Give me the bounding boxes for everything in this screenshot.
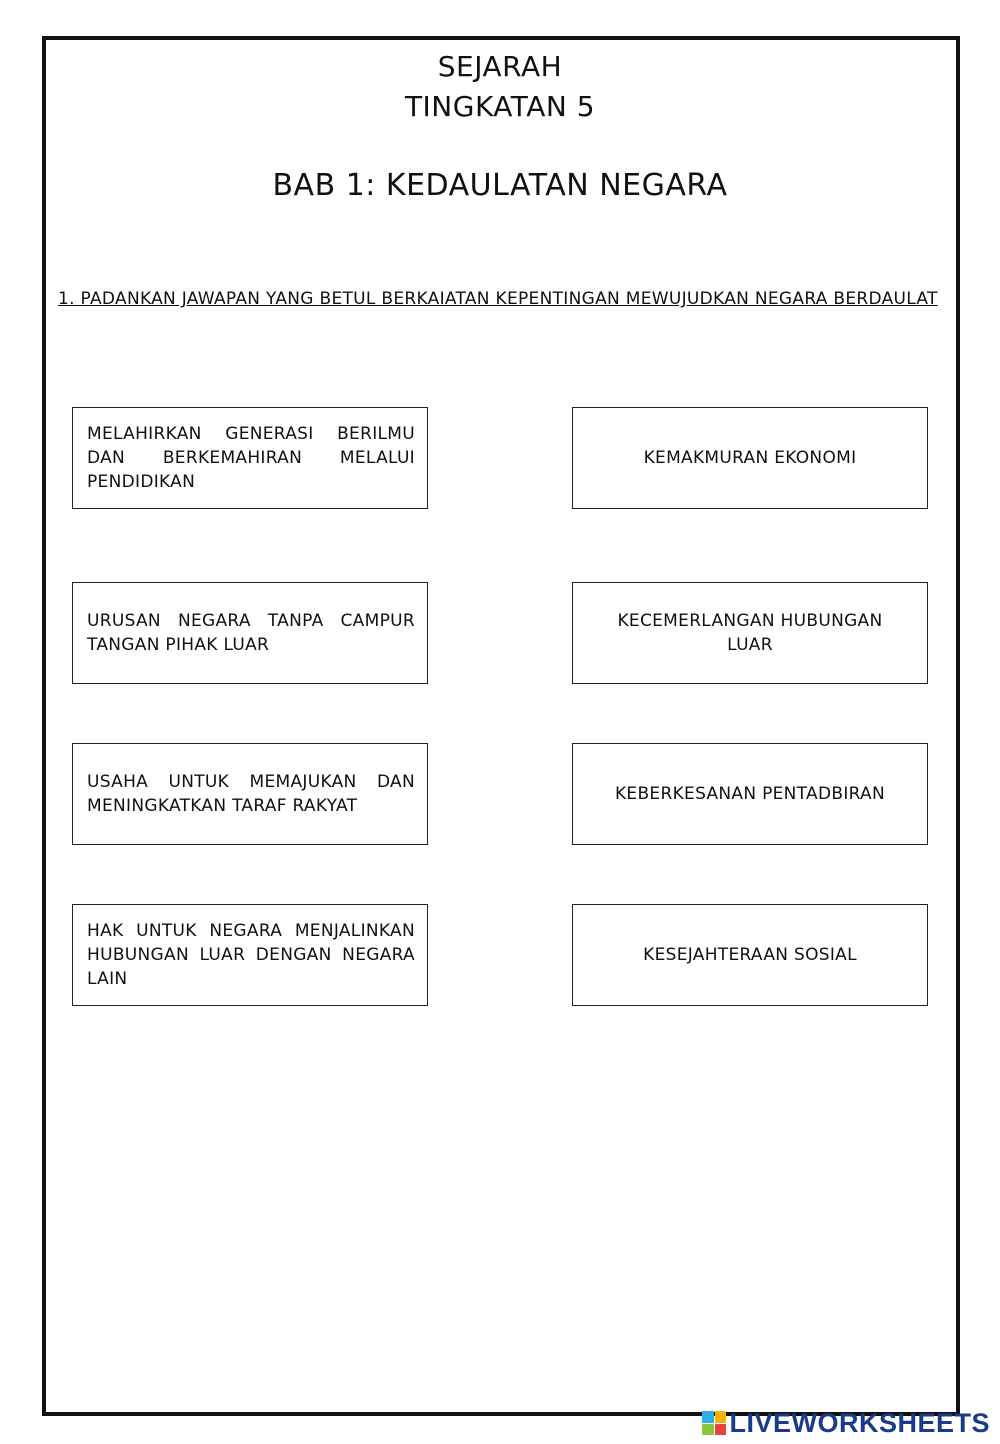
match-item-right-2-text: KECEMERLANGAN HUBUNGAN LUAR bbox=[617, 611, 883, 655]
match-item-right-3-text: KEBERKESANAN PENTADBIRAN bbox=[614, 784, 886, 804]
logo-cell-1 bbox=[702, 1411, 714, 1423]
form-level-title: TINGKATAN 5 bbox=[404, 90, 596, 123]
match-item-right-1[interactable] bbox=[572, 407, 928, 509]
match-item-left-4[interactable] bbox=[72, 904, 428, 1006]
logo-cell-2 bbox=[715, 1411, 727, 1423]
match-item-left-4-text: HAK UNTUK NEGARA MENJALINKAN HUBUNGAN LUAR DENGAN NEGARA LAIN bbox=[87, 921, 415, 989]
chapter-title: BAB 1: KEDAULATAN NEGARA bbox=[272, 168, 728, 203]
match-item-right-4-text: KESEJAHTERAAN SOSIAL bbox=[643, 945, 857, 965]
match-item-left-2-text: URUSAN NEGARA TANPA CAMPUR TANGAN PIHAK LUAR bbox=[87, 611, 415, 655]
match-item-right-2[interactable] bbox=[572, 582, 928, 684]
brand-name: LIVEWORKSHEETS bbox=[729, 1408, 990, 1438]
logo-cell-3 bbox=[702, 1424, 714, 1436]
match-item-left-1-text: MELAHIRKAN GENERASI BERILMU DAN BERKEMAHIRAN MELALUI PENDIDIKAN bbox=[87, 424, 415, 492]
match-item-left-3-text: USAHA UNTUK MEMAJUKAN DAN MENINGKATKAN TARAF RAKYAT bbox=[87, 772, 415, 816]
subject-title: SEJARAH bbox=[437, 50, 563, 83]
worksheet-border bbox=[42, 36, 960, 1416]
question-instruction: 1. PADANKAN JAWAPAN YANG BETUL BERKAIATAN KEPENTINGAN MEWUJUDKAN NEGARA BERDAULAT bbox=[58, 289, 938, 309]
match-item-left-3[interactable] bbox=[72, 743, 428, 845]
match-item-right-3[interactable] bbox=[572, 743, 928, 845]
match-item-right-4[interactable] bbox=[572, 904, 928, 1006]
liveworksheets-watermark bbox=[702, 1408, 990, 1438]
match-item-left-2[interactable] bbox=[72, 582, 428, 684]
match-item-left-1[interactable] bbox=[72, 407, 428, 509]
match-item-right-1-text: KEMAKMURAN EKONOMI bbox=[643, 448, 857, 468]
liveworksheets-logo-icon bbox=[702, 1411, 726, 1435]
logo-cell-4 bbox=[715, 1424, 727, 1436]
